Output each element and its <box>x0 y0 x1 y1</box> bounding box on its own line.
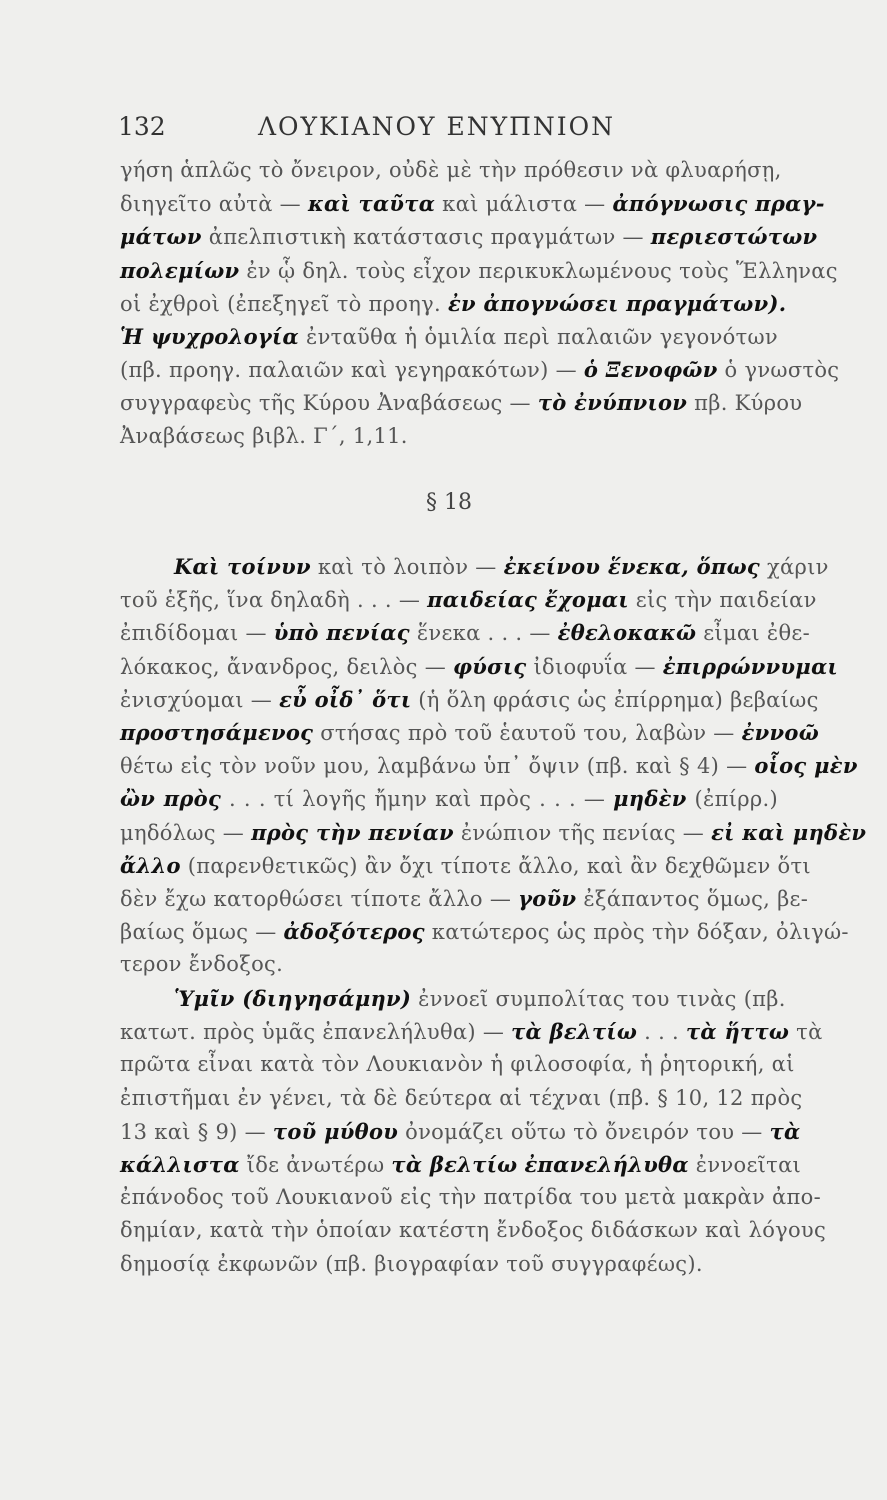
text-line <box>120 915 849 948</box>
text-line <box>120 816 867 849</box>
gloss-text: ἐπάνοδος τοῦ Λουκιανοῦ εἰς τὴν πατρίδα του μετὰ μακρὰν ἀπο- <box>120 1185 821 1210</box>
gloss-text: καὶ τὸ λοιπὸν — <box>310 555 504 579</box>
text-line <box>120 749 858 782</box>
text-line <box>120 716 820 749</box>
gloss-text: (πβ. προηγ. παλαιῶν καὶ γεγηρακότων) — <box>120 358 584 383</box>
lemma-term: ἀδοξότερος <box>283 919 425 945</box>
lemma-term: ἄλλο <box>120 852 181 878</box>
gloss-text: ἐννοεῖ συμπολίτας του τινὰς (πβ. <box>411 987 786 1011</box>
text-line <box>120 287 787 320</box>
gloss-text: ἐνισχύομαι — <box>120 687 280 712</box>
text-line <box>120 220 818 253</box>
gloss-text: ἐπιστῆμαι ἐν γένει, τὰ δὲ δεύτερα αἱ τέχναι (πβ. § 10, 12 πρὸς <box>120 1085 803 1110</box>
lemma-term: τοῦ μύθου <box>272 1118 399 1144</box>
text-line <box>120 353 840 386</box>
gloss-text: δημοσίᾳ ἐκφωνῶν (πβ. βιογραφίαν τοῦ συγγραφέως). <box>120 1251 703 1276</box>
lemma-term: ἀπόγνωσις πραγ- <box>612 191 825 217</box>
gloss-text: εἶμαι ἐθε- <box>696 621 810 646</box>
running-title: ΛΟΥΚΙΑΝΟΥ ΕΝΥΠΝΙΟΝ <box>258 112 616 141</box>
gloss-text: . . . <box>637 1020 686 1045</box>
gloss-text: ἐννοεῖται <box>688 1152 802 1177</box>
text-line <box>120 583 817 616</box>
text-line <box>120 254 838 287</box>
lemma-term: ἐν ἀπογνώσει πραγμάτων). <box>447 290 787 316</box>
text-line <box>120 1082 803 1115</box>
lemma-term: εὖ οἶδ᾽ ὅτι <box>279 686 412 712</box>
lemma-term: ὢν πρὸς <box>120 786 222 812</box>
gloss-text: (παρενθετικῶς) ἂν ὄχι τίποτε ἄλλο, καὶ ἂν δεχθῶμεν ὅτι <box>180 853 811 878</box>
lemma-term: ἐθελοκακῶ <box>557 620 697 646</box>
lemma-term: ἐννοῶ <box>741 719 820 745</box>
text-line <box>120 683 819 716</box>
text-line <box>120 882 809 915</box>
gloss-text: δὲν ἔχω κατορθώσει τίποτε ἄλλο — <box>120 886 519 911</box>
lemma-term: Ἡ ψυχρολογία <box>120 323 299 349</box>
gloss-text: ἐν ᾧ δηλ. τοὺς εἶχον περικυκλωμένους τοὺς Ἕλληνας <box>239 258 838 283</box>
text-line <box>120 1248 778 1281</box>
gloss-text: πβ. Κύρου <box>687 391 803 416</box>
gloss-text: ἀπελπιστικὴ κατάστασις πραγμάτων — <box>201 225 651 250</box>
text-line <box>120 1181 821 1214</box>
section-heading: § 18 <box>426 490 472 515</box>
gloss-text: κατώτερος ὡς πρὸς τὴν δόξαν, ὀλιγώ- <box>424 920 849 945</box>
gloss-text: ἰδιοφυΐα — <box>526 654 663 679</box>
lemma-term: γοῦν <box>518 885 577 911</box>
gloss-text: συγγραφεὺς τῆς Κύρου Ἀναβάσεως — <box>120 391 538 416</box>
gloss-text: ἐνταῦθα ἡ ὁμιλία περὶ παλαιῶν γεγονότων <box>298 324 778 349</box>
text-line <box>120 1148 802 1181</box>
text-line <box>120 420 778 453</box>
text-line <box>120 948 778 981</box>
gloss-text: διηγεῖτο αὐτὰ — <box>120 192 308 217</box>
text-line <box>120 849 811 882</box>
lemma-term: προστησάμενος <box>120 719 314 745</box>
lemma-term: πρὸς τὴν πενίαν <box>251 819 454 845</box>
gloss-text: ἐνώπιον τῆς πενίας — <box>453 820 712 845</box>
gloss-text: εἰς τὴν παιδείαν <box>628 588 817 613</box>
gloss-text: τερον ἔνδοξος. <box>120 952 284 977</box>
text-line <box>120 154 782 187</box>
gloss-text: γήση ἁπλῶς τὸ ὄνειρον, οὐδὲ μὲ τὴν πρόθεσιν νὰ φλυαρήσῃ, <box>120 158 782 182</box>
lemma-term: ὁ Ξενοφῶν <box>583 357 718 383</box>
lemma-term: πολεμίων <box>120 257 240 283</box>
lemma-term: ἐκείνου ἕνεκα, ὅπως <box>503 554 760 579</box>
gloss-text: θέτω εἰς τὸν νοῦν μου, λαμβάνω ὑπ᾽ ὄψιν (πβ. καὶ § 4) — <box>120 754 755 779</box>
lemma-term: παιδείας ἔχομαι <box>427 587 629 613</box>
page-number: 132 <box>118 112 166 141</box>
paragraph-commentary-2 <box>120 550 867 981</box>
gloss-text: στήσας πρὸ τοῦ ἑαυτοῦ του, λαβὼν — <box>313 720 742 745</box>
lemma-term: τὰ βελτίω <box>511 1019 638 1045</box>
lemma-term: εἰ καὶ μηδὲν <box>711 819 867 845</box>
text-line <box>120 187 825 220</box>
text-line <box>120 386 803 419</box>
gloss-text: κατωτ. πρὸς ὑμᾶς ἐπανελήλυθα) — <box>120 1020 512 1045</box>
gloss-text: βαίως ὅμως — <box>120 920 284 945</box>
gloss-text: ἴδε ἀνωτέρω <box>239 1152 392 1177</box>
gloss-text: λόκακος, ἄνανδρος, δειλὸς — <box>120 654 453 679</box>
lemma-term: κάλλιστα <box>120 1151 240 1177</box>
gloss-text: (ἐπίρρ.) <box>686 787 778 812</box>
lemma-term: καὶ ταῦτα <box>307 191 436 217</box>
lemma-term: τὰ <box>769 1118 801 1144</box>
lemma-term: Ὑμῖν (διηγησάμην) <box>174 986 412 1011</box>
gloss-text: καὶ μάλιστα — <box>435 192 613 217</box>
gloss-text: μηδόλως — <box>120 820 252 845</box>
running-header <box>118 112 778 152</box>
gloss-text: πρῶτα εἶναι κατὰ τὸν Λουκιανὸν ἡ φιλοσοφία, ἡ ῥητορική, αἱ <box>120 1052 795 1077</box>
paragraph-commentary-1 <box>120 154 840 453</box>
gloss-text: Ἀναβάσεως βιβλ. Γ΄, 1,11. <box>120 423 408 448</box>
gloss-text: ἕνεκα . . . — <box>409 621 558 646</box>
text-line <box>120 616 810 649</box>
gloss-text: οἱ ἐχθροὶ (ἐπεξηγεῖ τὸ προηγ. <box>120 291 448 316</box>
lemma-term: οἷος μὲν <box>754 753 858 779</box>
lemma-term: τὸ ἐνύπνιον <box>537 390 688 416</box>
gloss-text: . . . τί λογῆς ἤμην καὶ πρὸς . . . — <box>221 787 614 812</box>
lemma-term: Καὶ τοίνυν <box>174 554 311 579</box>
text-line <box>120 320 778 353</box>
text-line <box>120 1015 823 1048</box>
text-line <box>120 1048 795 1081</box>
text-line <box>120 1115 801 1148</box>
gloss-text: ὁ γνωστὸς <box>717 358 840 383</box>
lemma-term: μάτων <box>120 224 202 250</box>
gloss-text: τοῦ ἑξῆς, ἵνα δηλαδὴ . . . — <box>120 588 428 613</box>
lemma-term: ἐπανελήλυθα <box>524 1151 689 1177</box>
paragraph-commentary-3 <box>120 982 827 1281</box>
text-line <box>120 782 778 815</box>
text-line <box>120 1214 827 1247</box>
text-line <box>120 550 829 583</box>
lemma-term: τὰ ἥττω <box>685 1019 790 1045</box>
lemma-term: περιεστώτων <box>650 224 818 250</box>
lemma-term: μηδὲν <box>613 786 687 812</box>
lemma-term: φύσις <box>453 653 527 679</box>
gloss-text: δημίαν, κατὰ τὴν ὁποίαν κατέστη ἔνδοξος διδάσκων καὶ λόγους <box>120 1218 827 1243</box>
text-line <box>120 982 786 1015</box>
lemma-term: τὰ βελτίω <box>391 1151 518 1177</box>
gloss-text: τὰ <box>789 1020 823 1045</box>
gloss-text: ἐπιδίδομαι — <box>120 621 274 646</box>
lemma-term: ὑπὸ πενίας <box>273 620 410 646</box>
gloss-text: 13 καὶ § 9) — <box>120 1119 273 1144</box>
gloss-text: χάριν <box>759 555 829 579</box>
gloss-text: ὀνομάζει οὕτω τὸ ὄνειρόν του — <box>398 1119 770 1144</box>
gloss-text: (ἡ ὅλη φράσις ὡς ἐπίρρημα) βεβαίως <box>411 687 819 712</box>
text-line <box>120 650 839 683</box>
lemma-term: ἐπιρρώννυμαι <box>662 653 839 679</box>
gloss-text: ἐξάπαντος ὅμως, βε- <box>576 886 809 911</box>
